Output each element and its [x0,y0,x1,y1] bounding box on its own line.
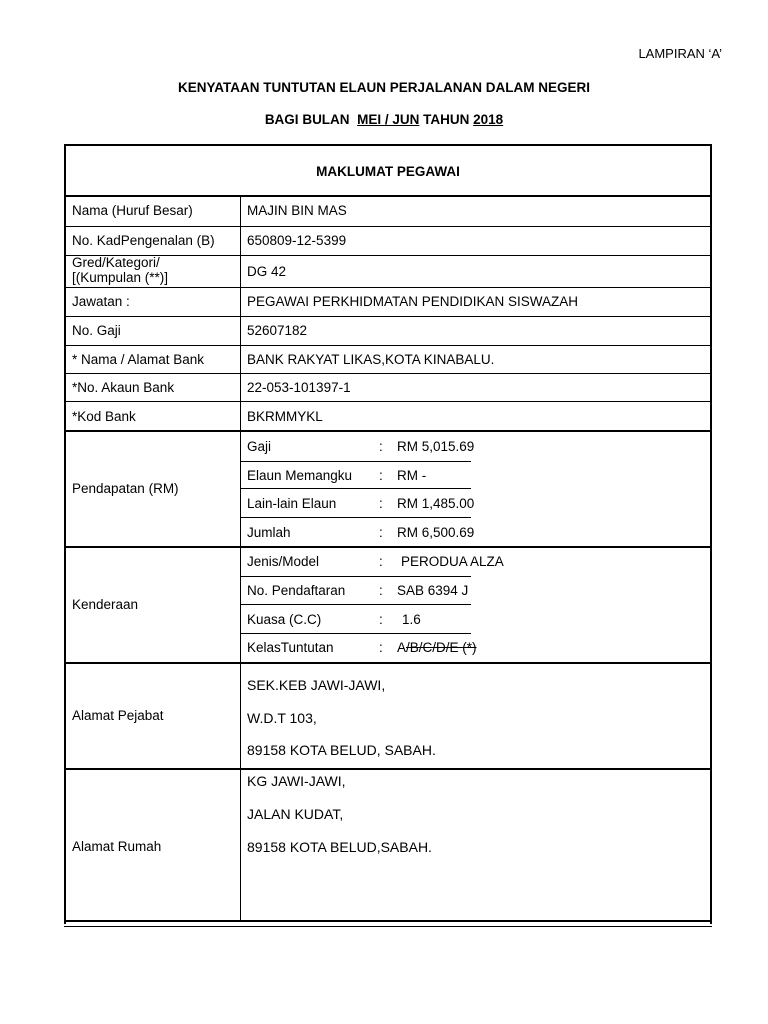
row-divider [64,287,712,288]
row-divider [64,401,712,402]
pendapatan-jumlah-value: RM 6,500.69 [397,525,475,540]
row-divider [64,662,712,664]
value-kod-bank: BKRMMYKL [247,409,323,424]
subrow-divider [241,488,471,489]
alamat-pejabat-line2: W.D.T 103, [247,710,317,726]
row-divider [64,430,712,432]
label-nama-bank: * Nama / Alamat Bank [72,352,205,367]
document-title: KENYATAAN TUNTUTAN ELAUN PERJALANAN DALAM NEGERI [177,80,590,95]
subtitle-month: MEI / JUN [357,112,420,127]
kenderaan-pendaftaran-value: SAB 6394 J [397,583,469,598]
subrow-divider [241,461,471,462]
value-no-gaji: 52607182 [247,323,308,338]
label-kod-bank: *Kod Bank [72,409,136,424]
pendapatan-elaun-memangku-colon: : [379,468,383,483]
kenderaan-kelas-colon: : [379,640,383,655]
label-gred-line2: [(Kumpulan (**)] [72,270,169,285]
kenderaan-kuasa-name: Kuasa (C.C) [247,612,322,627]
kenderaan-jenis-name: Jenis/Model [247,554,320,569]
row-divider [64,345,712,346]
label-nama: Nama (Huruf Besar) [72,203,193,218]
pendapatan-jumlah-colon: : [379,525,383,540]
label-gred [72,255,168,285]
pendapatan-elaun-memangku-name: Elaun Memangku [247,468,353,483]
subrow-divider [241,633,471,634]
subtitle-prefix: BAGI BULAN [264,112,350,127]
row-divider [64,316,712,317]
subtitle-middle: TAHUN [423,112,470,127]
pendapatan-elaun-memangku-value: RM - [397,468,427,483]
alamat-pejabat-line1: SEK.KEB JAWI-JAWI, [247,677,386,693]
label-no-gaji: No. Gaji [72,323,121,338]
alamat-rumah-line1: KG JAWI-JAWI, [247,773,346,789]
label-gred-line1: Gred/Kategori/ [72,255,160,270]
label-jawatan: Jawatan : [72,294,130,309]
kenderaan-kelas-name: KelasTuntutan [247,640,334,655]
row-divider [64,195,712,197]
subrow-divider [241,604,471,605]
kenderaan-pendaftaran-colon: : [379,583,383,598]
kenderaan-kelas-value [397,640,477,656]
section-header: MAKLUMAT PEGAWAI [316,164,460,179]
value-akaun-bank: 22-053-101397-1 [247,380,351,395]
pendapatan-jumlah-name: Jumlah [247,525,291,540]
subrow-divider [241,576,471,577]
row-divider [64,373,712,374]
row-divider [64,768,712,770]
kenderaan-jenis-value: PERODUA ALZA [401,554,504,569]
kenderaan-jenis-colon: : [379,554,383,569]
pendapatan-lain-elaun-value: RM 1,485.00 [397,496,475,511]
label-alamat-rumah: Alamat Rumah [72,839,162,854]
alamat-pejabat-line3: 89158 KOTA BELUD, SABAH. [247,742,436,758]
pendapatan-lain-elaun-name: Lain-lain Elaun [247,496,337,511]
label-akaun-bank: *No. Akaun Bank [72,380,175,395]
alamat-rumah-line2: JALAN KUDAT, [247,806,344,822]
value-nama-bank: BANK RAKYAT LIKAS,KOTA KINABALU. [247,352,495,367]
table-bottom-border [64,920,712,927]
document-subtitle [0,112,768,127]
row-divider [64,226,712,227]
column-divider [240,196,241,922]
label-kenderaan: Kenderaan [72,597,139,612]
kenderaan-kuasa-value: 1.6 [402,612,421,627]
value-nama: MAJIN BIN MAS [247,203,347,218]
subtitle-year: 2018 [473,112,504,127]
alamat-rumah-line3: 89158 KOTA BELUD,SABAH. [247,839,432,855]
row-divider [64,546,712,548]
kenderaan-pendaftaran-name: No. Pendaftaran [247,583,346,598]
label-pendapatan: Pendapatan (RM) [72,481,179,496]
label-kad-pengenalan: No. KadPengenalan (B) [72,233,215,248]
kelas-selected: A [397,640,407,655]
pendapatan-gaji-name: Gaji [247,439,272,454]
label-alamat-pejabat: Alamat Pejabat [72,708,164,723]
value-jawatan: PEGAWAI PERKHIDMATAN PENDIDIKAN SISWAZAH [247,294,579,309]
pendapatan-lain-elaun-colon: : [379,496,383,511]
kenderaan-kuasa-colon: : [379,612,383,627]
pendapatan-gaji-colon: : [379,439,383,454]
value-kad-pengenalan: 650809-12-5399 [247,233,347,248]
value-gred: DG 42 [247,264,287,279]
subrow-divider [241,517,471,518]
pendapatan-gaji-value: RM 5,015.69 [397,439,475,454]
lampiran-label: LAMPIRAN ‘A’ [638,46,722,61]
kelas-struck: /B/C/D/E (*) [406,640,477,655]
